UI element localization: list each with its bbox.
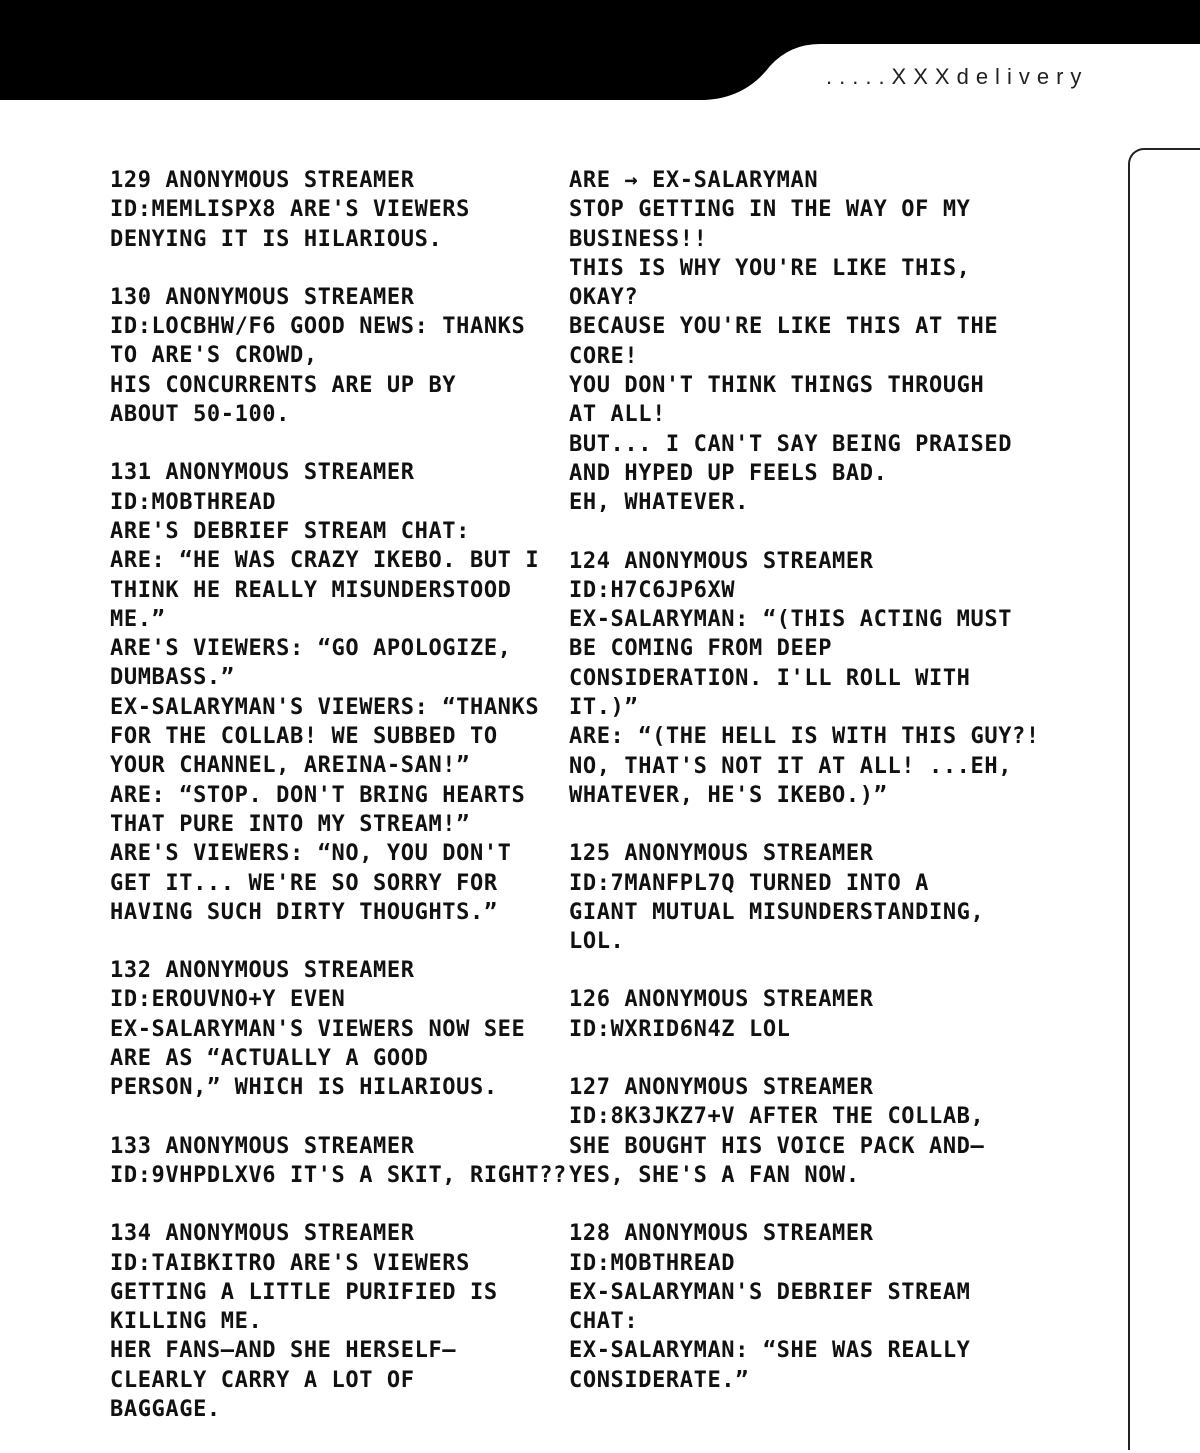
- post-line: DUMBASS.”: [110, 665, 235, 691]
- post-line: 132 ANONYMOUS STREAMER: [110, 958, 415, 984]
- thread-post: [110, 283, 560, 429]
- post-line: EX-SALARYMAN'S VIEWERS: “THANKS: [110, 694, 540, 720]
- header-title: .....XXXdelivery: [826, 64, 1089, 89]
- post-line: EH, WHATEVER.: [569, 490, 749, 516]
- post-line: EX-SALARYMAN'S DEBRIEF STREAM: [569, 1279, 971, 1305]
- post-line: YOU DON'T THINK THINGS THROUGH: [569, 373, 985, 399]
- post-line: LOL.: [569, 929, 625, 955]
- post-line: BAGGAGE.: [110, 1396, 221, 1422]
- post-line: HAVING SUCH DIRTY THOUGHTS.”: [110, 899, 498, 925]
- post-line: HIS CONCURRENTS ARE UP BY: [110, 372, 457, 398]
- post-line: EX-SALARYMAN'S VIEWERS NOW SEE: [110, 1016, 526, 1042]
- post-line: ARE'S DEBRIEF STREAM CHAT:: [110, 518, 470, 544]
- post-line: EX-SALARYMAN: “(THIS ACTING MUST: [569, 607, 1013, 633]
- post-line: THINK HE REALLY MISUNDERSTOOD: [110, 577, 512, 603]
- post-line: NO, THAT'S NOT IT AT ALL! ...EH,: [569, 753, 1013, 779]
- post-line: ARE: “HE WAS CRAZY IKEBO. BUT I: [110, 548, 540, 574]
- post-line: ARE: “STOP. DON'T BRING HEARTS: [110, 782, 526, 808]
- thread-post: [110, 166, 560, 254]
- right-column: [569, 166, 1039, 1424]
- left-column: [110, 166, 567, 1453]
- thread-post: [569, 1219, 1039, 1395]
- thread-post: [569, 547, 1039, 811]
- post-line: ABOUT 50-100.: [110, 402, 290, 428]
- post-line: BE COMING FROM DEEP: [569, 636, 833, 662]
- post-line: YES, SHE'S A FAN NOW.: [569, 1162, 860, 1188]
- post-line: TO ARE'S CROWD,: [110, 343, 318, 369]
- post-line: 133 ANONYMOUS STREAMER: [110, 1133, 415, 1159]
- post-line: WHATEVER, HE'S IKEBO.)”: [569, 782, 888, 808]
- thread-post: [569, 1073, 1039, 1190]
- post-line: ID:9VHPDLXV6 IT'S A SKIT, RIGHT??: [110, 1162, 567, 1188]
- post-line: HER FANS—AND SHE HERSELF—: [110, 1338, 457, 1364]
- post-line: OKAY?: [569, 285, 639, 311]
- post-line: 129 ANONYMOUS STREAMER: [110, 168, 415, 193]
- thread-post: [110, 1219, 560, 1424]
- thread-post: [110, 458, 560, 927]
- post-line: AND HYPED UP FEELS BAD.: [569, 460, 888, 486]
- post-line: BUT... I CAN'T SAY BEING PRAISED: [569, 431, 1013, 457]
- post-line: THAT PURE INTO MY STREAM!”: [110, 811, 470, 837]
- post-line: 126 ANONYMOUS STREAMER: [569, 987, 874, 1013]
- post-line: BUSINESS!!: [569, 226, 708, 252]
- post-line: STOP GETTING IN THE WAY OF MY: [569, 197, 971, 223]
- thread-post: [110, 1132, 567, 1191]
- post-line: ID:H7C6JP6XW: [569, 577, 736, 603]
- post-line: 134 ANONYMOUS STREAMER: [110, 1221, 415, 1247]
- post-line: ID:8K3JKZ7+V AFTER THE COLLAB,: [569, 1104, 985, 1130]
- thread-post: [569, 839, 1039, 956]
- post-line: IT.)”: [569, 695, 639, 721]
- post-line: CONSIDERATE.”: [569, 1367, 749, 1393]
- post-line: FOR THE COLLAB! WE SUBBED TO: [110, 724, 498, 750]
- post-line: ARE: “(THE HELL IS WITH THIS GUY?!: [569, 724, 1040, 750]
- post-line: ARE AS “ACTUALLY A GOOD: [110, 1046, 429, 1072]
- post-line: DENYING IT IS HILARIOUS.: [110, 226, 443, 252]
- post-line: ARE → EX-SALARYMAN: [569, 168, 819, 193]
- post-line: EX-SALARYMAN: “SHE WAS REALLY: [569, 1338, 971, 1364]
- post-line: 131 ANONYMOUS STREAMER: [110, 460, 415, 486]
- thread-post: [569, 985, 1039, 1044]
- post-line: THIS IS WHY YOU'RE LIKE THIS,: [569, 255, 971, 281]
- thread-post: [110, 956, 560, 1102]
- post-line: PERSON,” WHICH IS HILARIOUS.: [110, 1075, 498, 1101]
- post-line: SHE BOUGHT HIS VOICE PACK AND—: [569, 1133, 985, 1159]
- post-line: 124 ANONYMOUS STREAMER: [569, 548, 874, 574]
- post-line: ID:7MANFPL7Q TURNED INTO A: [569, 870, 929, 896]
- post-line: ARE'S VIEWERS: “GO APOLOGIZE,: [110, 636, 512, 662]
- post-line: ARE'S VIEWERS: “NO, YOU DON'T: [110, 841, 512, 867]
- post-line: YOUR CHANNEL, AREINA-SAN!”: [110, 753, 470, 779]
- post-line: BECAUSE YOU'RE LIKE THIS AT THE: [569, 314, 999, 340]
- post-line: ID:MOBTHREAD: [569, 1250, 736, 1276]
- post-line: AT ALL!: [569, 402, 666, 428]
- post-line: ID:TAIBKITRO ARE'S VIEWERS: [110, 1250, 470, 1276]
- post-line: CHAT:: [569, 1309, 639, 1335]
- thread-post: [569, 166, 1039, 518]
- post-line: CLEARLY CARRY A LOT OF: [110, 1367, 415, 1393]
- post-line: GETTING A LITTLE PURIFIED IS: [110, 1279, 498, 1305]
- post-line: ID:LOCBHW/F6 GOOD NEWS: THANKS: [110, 314, 526, 340]
- post-line: GET IT... WE'RE SO SORRY FOR: [110, 870, 498, 896]
- post-line: ID:MOBTHREAD: [110, 489, 277, 515]
- post-line: 128 ANONYMOUS STREAMER: [569, 1221, 874, 1247]
- post-line: ME.”: [110, 606, 166, 632]
- post-line: CONSIDERATION. I'LL ROLL WITH: [569, 665, 971, 691]
- post-line: 130 ANONYMOUS STREAMER: [110, 284, 415, 310]
- post-line: 127 ANONYMOUS STREAMER: [569, 1075, 874, 1101]
- side-frame: [1128, 148, 1200, 1450]
- post-line: CORE!: [569, 343, 639, 369]
- post-line: GIANT MUTUAL MISUNDERSTANDING,: [569, 899, 985, 925]
- post-line: KILLING ME.: [110, 1309, 263, 1335]
- post-line: ID:MEMLISPX8 ARE'S VIEWERS: [110, 197, 470, 223]
- post-line: ID:EROUVNO+Y EVEN: [110, 987, 346, 1013]
- post-line: ID:WXRID6N4Z LOL: [569, 1016, 791, 1042]
- post-line: 125 ANONYMOUS STREAMER: [569, 841, 874, 867]
